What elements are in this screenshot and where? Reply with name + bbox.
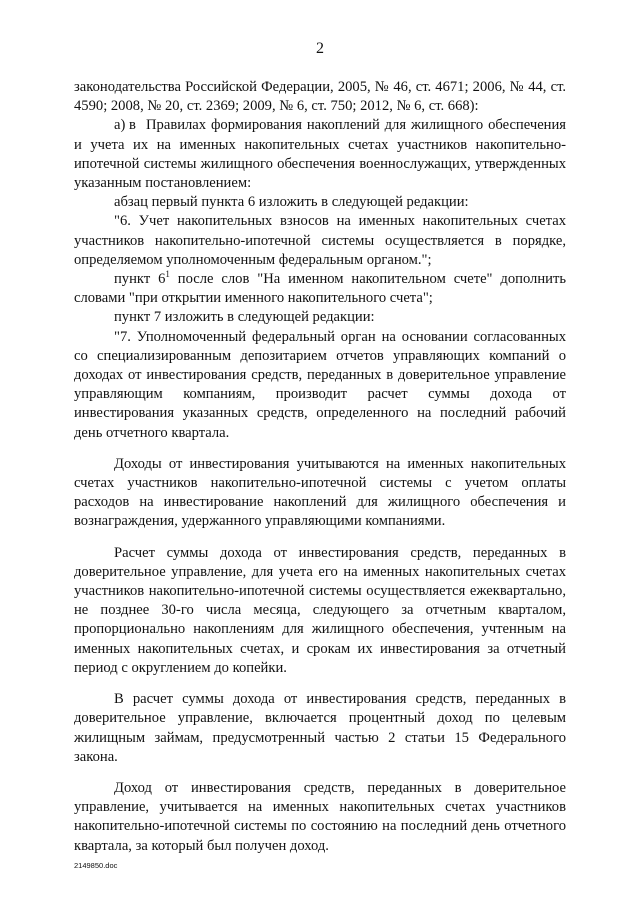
paragraph-income-accounting: Доходы от инвестирования учитываются на именных накопительных счетах участников накопительно-ипотечной системы с учетом оплаты расходов на инвестирование накоплений для жилищного обеспечения и вознаграждения, удержанного управляющими компаниями. [74,455,566,530]
paragraph-income-recording: Доход от инвестирования средств, переданных в доверительное управление, учитывается на именных накопительных счетах участников накопительно-ипотечной системы по состоянию на последний день отчетного квартала, за который был получен доход. [74,779,566,854]
item-6-1-suffix: после слов "На именном накопительном счете" дополнить словами "при открытии именного накопительного счета"; [74,271,566,307]
paragraph-abzac-instruction: абзац первый пункта 6 изложить в следующей редакции: [114,194,469,211]
paragraph-item-7-instruction: пункт 7 изложить в следующей редакции: [114,309,375,326]
paragraph-item-6-text: "6. Учет накопительных взносов на именных накопительных счетах участников накопительно-ипотечной системы осуществляется в порядке, определяемом уполномоченным федеральным органом."; [74,213,566,268]
item-6-1-superscript: 1 [165,269,170,280]
footer-file-name: 2149850.doc [74,861,118,870]
paragraph-item-6-1-instruction [74,270,566,308]
paragraph-income-calculation: Расчет суммы дохода от инвестирования средств, переданных в доверительное управление, для учета его на именных накопительных счетах участников накопительно-ипотечной системы осуществляется ежеквартально, не позднее 30-го числа месяца, следующего за отчетным кварталом, пропорционально накоплениям для жилищного обеспечения, учтенным на именных накопительных счетах, и срокам их инвестирования за отчетный период с округлением до копейки. [74,544,566,676]
page-number: 2 [316,40,324,57]
paragraph-rules-intro [74,116,566,193]
paragraph-law-references: законодательства Российской Федерации, 2005, № 46, ст. 4671; 2006, № 44, ст. 4590; 2008, № 20, ст. 2369; 2009, № 6, ст. 750; 2012, № 6, ст. 668): [74,79,566,115]
paragraph-interest-income: В расчет суммы дохода от инвестирования средств, переданных в доверительное управление, включается процентный доход по целевым жилищным займам, предусмотренный частью 2 статьи 15 Федерального закона. [74,691,566,765]
item-6-1-prefix: пункт 6 [114,271,166,288]
paragraph-rules-intro-text: Правилах формирования накоплений для жилищного обеспечения и учета их на именных накопительных счетах участников накопительно-ипотечной системы жилищного обеспечения военнослужащих, утвержденных указанным постановлением: [74,117,566,192]
paragraph-item-7-text: "7. Уполномоченный федеральный орган на основании согласованных со специализированным депозитарием отчетов управляющих компаний о доходах от инвестирования средств, переданных в доверительное управление управляющим компаниям, производит расчет суммы дохода от инвестирования указанных средств, определенного на последний рабочий день отчетного квартала. [74,328,566,441]
document-body [74,78,566,856]
list-marker: а) в [114,117,136,134]
